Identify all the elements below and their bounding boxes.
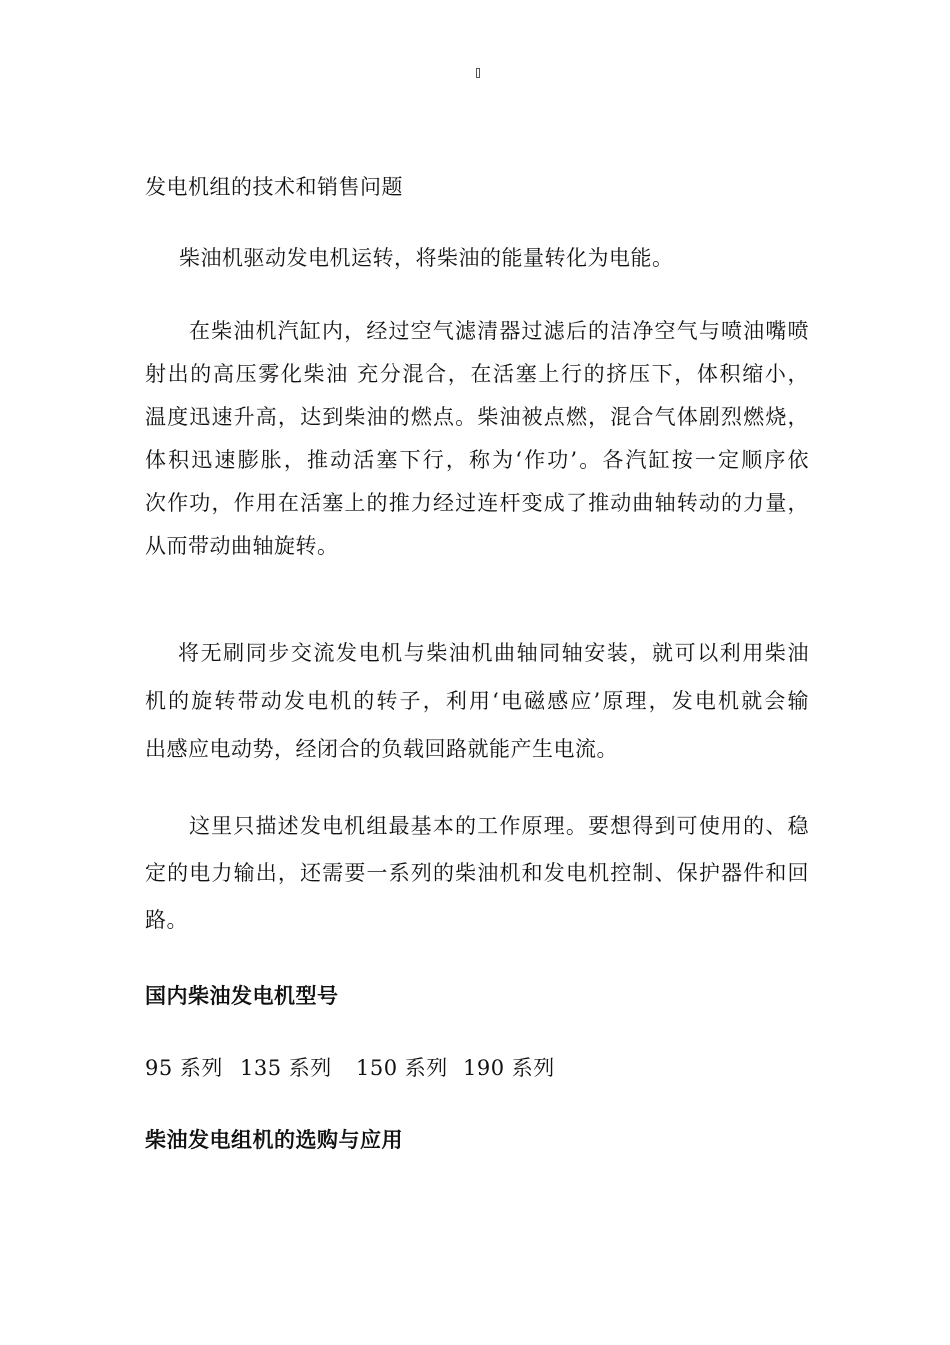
series-item: 190 系列 xyxy=(463,1056,555,1080)
models-heading: 国内柴油发电机型号 xyxy=(145,984,339,1008)
page-marker-glyph xyxy=(476,68,480,78)
intro-paragraph: 柴油机驱动发电机运转，将柴油的能量转化为电能。 xyxy=(179,246,674,270)
paragraph-line: 从而带动曲轴旋转。 xyxy=(145,534,339,558)
document-title: 发电机组的技术和销售问题 xyxy=(145,175,403,199)
series-item: 150 系列 xyxy=(356,1056,448,1080)
paragraph-line: 定的电力输出，还需要一系列的柴油机和发电机控制、保护器件和回 xyxy=(145,861,809,885)
paragraph-line: 次作功，作用在活塞上的推力经过连杆变成了推动曲轴转动的力量， xyxy=(145,491,809,515)
series-item: 95 系列 xyxy=(145,1056,223,1080)
paragraph-line: 路。 xyxy=(145,908,188,932)
paragraph-line: 机的旋转带动发电机的转子，利用‘电磁感应’原理，发电机就会输 xyxy=(145,689,809,713)
paragraph-line: 将无刷同步交流发电机与柴油机曲轴同轴安装，就可以利用柴油 xyxy=(178,641,809,665)
paragraph-line: 射出的高压雾化柴油 充分混合，在活塞上行的挤压下，体积缩小， xyxy=(145,362,809,386)
purchase-heading: 柴油发电组机的选购与应用 xyxy=(145,1128,403,1152)
paragraph-line: 温度迅速升高，达到柴油的燃点。柴油被点燃，混合气体剧烈燃烧， xyxy=(145,405,809,429)
paragraph-line: 体积迅速膨胀，推动活塞下行，称为‘作功’。各汽缸按一定顺序依 xyxy=(145,448,809,472)
paragraph-line: 在柴油机汽缸内，经过空气滤清器过滤后的洁净空气与喷油嘴喷 xyxy=(189,319,809,343)
paragraph-line: 出感应电动势，经闭合的负载回路就能产生电流。 xyxy=(145,737,618,761)
paragraph-line: 这里只描述发电机组最基本的工作原理。要想得到可使用的、稳 xyxy=(189,814,809,838)
series-item: 135 系列 xyxy=(240,1056,332,1080)
